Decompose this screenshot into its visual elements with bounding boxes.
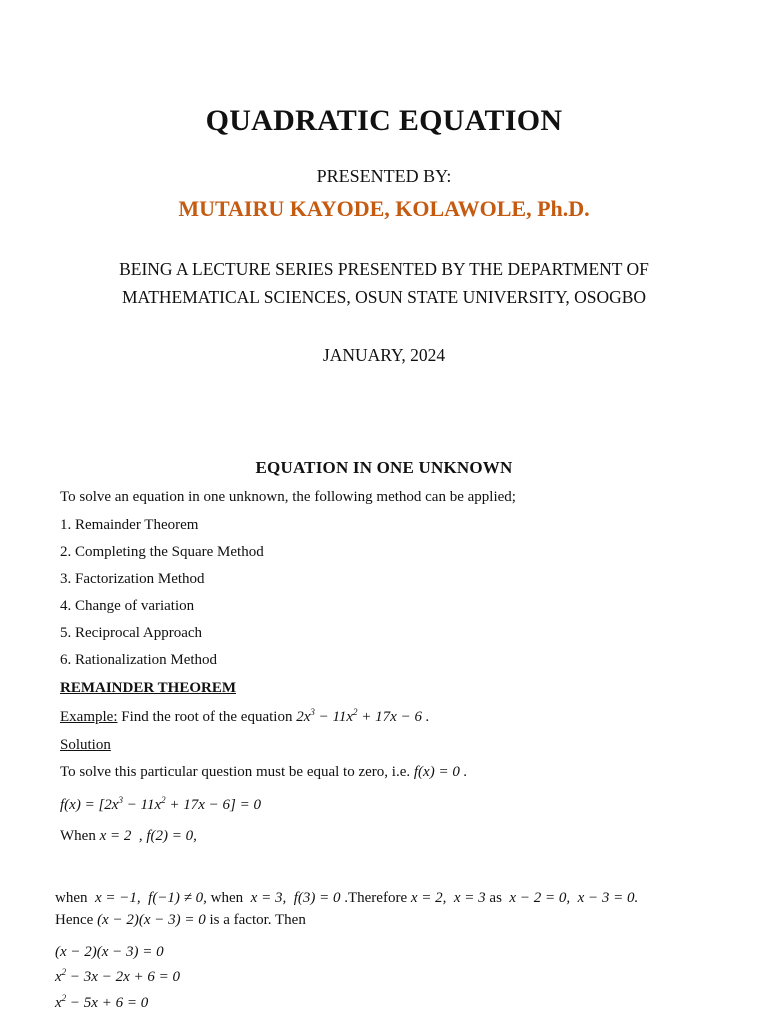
author-name: MUTAIRU KAYODE, KOLAWOLE, Ph.D. (178, 196, 590, 221)
method-item: 4. Change of variation (60, 598, 195, 614)
equation-line: When x = 2 , f(2) = 0, (60, 828, 197, 844)
example-equation: $2x^3 - 11x^2 + 17x - 6$ . (296, 707, 430, 725)
hence-line: Hence (x − 2)(x − 3) = 0 is a factor. Then (55, 912, 306, 928)
method-item: 3. Factorization Method (60, 571, 205, 587)
solution-line (60, 764, 467, 781)
page-title: QUADRATIC EQUATION (205, 104, 563, 137)
method-item: 6. Rationalization Method (60, 652, 218, 668)
method-item: 1. Remainder Theorem (60, 517, 199, 533)
method-item: 5. Reciprocal Approach (60, 625, 203, 641)
description-line-1: BEING A LECTURE SERIES PRESENTED BY THE DEPARTMENT OF (119, 259, 649, 279)
factor-text: is a factor. Then (205, 912, 306, 928)
hence-text: Hence (55, 912, 98, 928)
section-heading: EQUATION IN ONE UNKNOWN (255, 458, 513, 477)
example-label: Example: (60, 709, 118, 725)
example-line (60, 709, 429, 726)
date: JANUARY, 2024 (322, 345, 446, 365)
solution-text: To solve this particular question must be equal to zero, i.e. (60, 764, 414, 780)
section-intro: To solve an equation in one unknown, the following method can be applied; (60, 489, 516, 505)
solution-label: Solution (60, 737, 111, 753)
method-item: 2. Completing the Square Method (60, 544, 264, 560)
equation-line: $x^2 - 3x - 2x + 6 = 0$ (55, 967, 180, 985)
subheading: REMAINDER THEOREM (60, 680, 236, 696)
example-text: Find the root of the equation (117, 709, 297, 725)
solution-condition: f(x) = 0 . (413, 764, 468, 780)
equation-line: when x = −1, f(−1) ≠ 0, when x = 3, f(3) = 0 .Therefore x = 2, x = 3 as x − 2 = 0, x − 3 = 0. (55, 890, 639, 906)
equation-line: $x^2 - 5x + 6 = 0$ (55, 993, 149, 1011)
equation-line: (x − 2)(x − 3) = 0 (55, 944, 164, 960)
equation-line: $f(x) = [2x^3 - 11x^2 + 17x - 6] = 0$ (60, 795, 261, 813)
description-line-2: MATHEMATICAL SCIENCES, OSUN STATE UNIVERSITY, OSOGBO (121, 287, 647, 307)
presented-by-label: PRESENTED BY: (316, 166, 452, 186)
